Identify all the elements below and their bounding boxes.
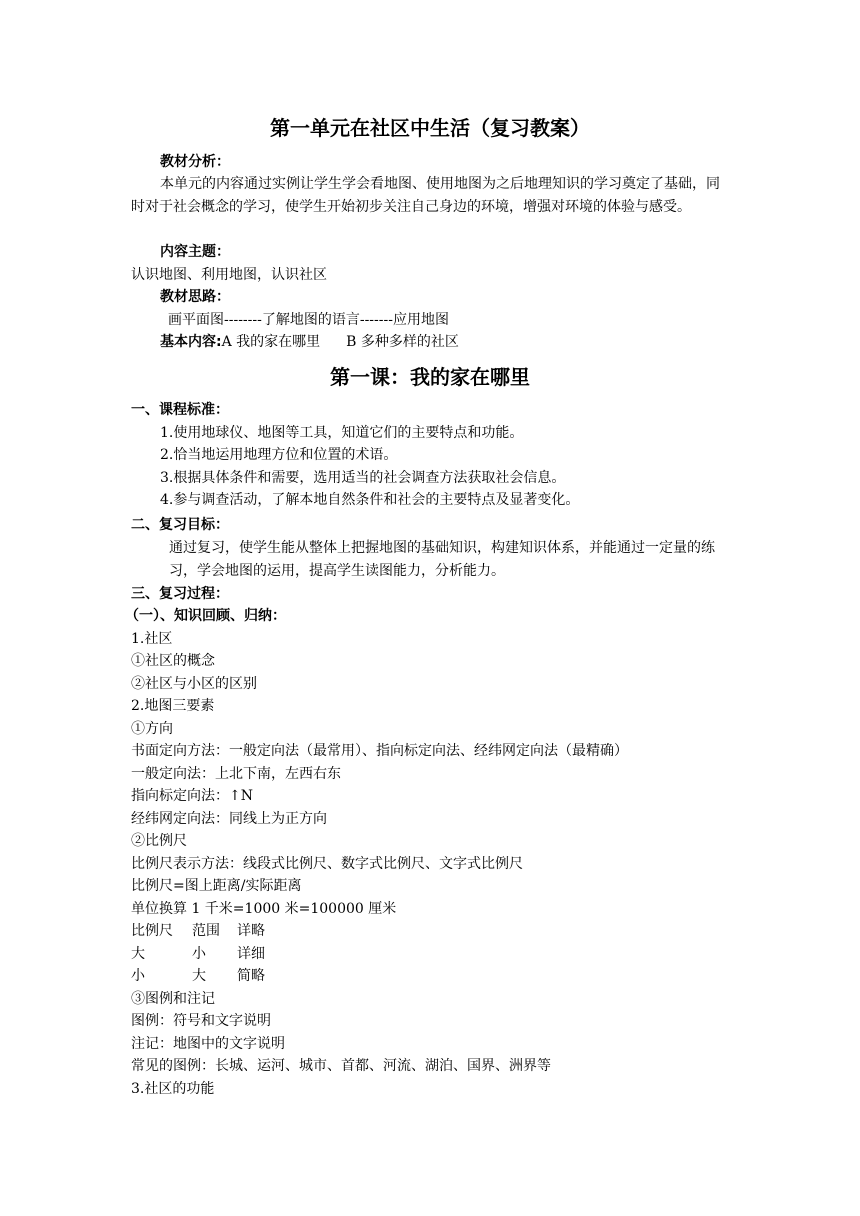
review-line: 比例尺表示方法：线段式比例尺、数字式比例尺、文字式比例尺 bbox=[131, 856, 523, 872]
review-line: 单位换算 1 千米=1000 米=100000 厘米 bbox=[131, 901, 397, 917]
basic-content-line bbox=[160, 331, 459, 353]
lesson-title: 第一课：我的家在哪里 bbox=[330, 365, 530, 389]
review-line: 指向标定向法：↑N bbox=[131, 788, 253, 804]
review-line: 书面定向方法：一般定向法（最常用）、指向标定向法、经纬网定向法（最精确） bbox=[131, 743, 628, 759]
scale-table-cell: 小 bbox=[192, 946, 206, 962]
section3-heading: 三、复习过程： bbox=[131, 586, 229, 602]
review-line: ①方向 bbox=[131, 721, 173, 737]
scale-table-header-row bbox=[131, 920, 265, 942]
review-line: ②比例尺 bbox=[131, 833, 187, 849]
basic-b: B 多种多样的社区 bbox=[346, 334, 459, 350]
standard-item: 4.参与调查活动，了解本地自然条件和社会的主要特点及显著变化。 bbox=[160, 492, 580, 508]
review-line: ③图例和注记 bbox=[131, 991, 215, 1007]
standard-item: 3.根据具体条件和需要，选用适当的社会调查方法获取社会信息。 bbox=[160, 470, 566, 486]
scale-table-cell: 大 bbox=[192, 968, 206, 984]
document-title: 第一单元在社区中生活（复习教案） bbox=[270, 116, 590, 140]
theme-heading: 内容主题： bbox=[160, 244, 230, 260]
scale-table-cell: 大 bbox=[131, 946, 145, 962]
review-line: 常见的图例：长城、运河、城市、首都、河流、湖泊、国界、洲界等 bbox=[131, 1058, 551, 1074]
scale-table-header: 范围 bbox=[192, 923, 220, 939]
review-line: ②社区与小区的区别 bbox=[131, 676, 257, 692]
scale-table-row bbox=[131, 965, 265, 987]
goal-paragraph: 通过复习，使学生能从整体上把握地图的基础知识，构建知识体系，并能通过一定量的练习，学会地图的运用，提高学生读图能力，分析能力。 bbox=[169, 540, 715, 579]
approach-text: 画平面图--------了解地图的语言-------应用地图 bbox=[168, 312, 449, 328]
scale-table-cell: 小 bbox=[131, 968, 145, 984]
review-line: 1.社区 bbox=[131, 631, 173, 647]
section1-heading: 一、课程标准： bbox=[131, 402, 229, 418]
review-line: 2.地图三要素 bbox=[131, 698, 215, 714]
scale-table-header: 比例尺 bbox=[131, 923, 173, 939]
theme-text: 认识地图、利用地图，认识社区 bbox=[131, 267, 327, 283]
basic-a: A 我的家在哪里 bbox=[221, 334, 321, 350]
analysis-paragraph: 本单元的内容通过实例让学生学会看地图、使用地图为之后地理知识的学习奠定了基础，同时对于社会概念的学习，使学生开始初步关注自己身边的环境，增强对环境的体验与感受。 bbox=[131, 176, 720, 215]
review-line: ①社区的概念 bbox=[131, 653, 215, 669]
approach-heading: 教材思路： bbox=[160, 289, 230, 305]
review-line: 注记：地图中的文字说明 bbox=[131, 1036, 285, 1052]
review-line: 3.社区的功能 bbox=[131, 1081, 215, 1097]
review-line: 比例尺=图上距离/实际距离 bbox=[131, 878, 302, 894]
standard-item: 2.恰当地运用地理方位和位置的术语。 bbox=[160, 447, 398, 463]
subsection-heading: （一）、知识回顾、归纳： bbox=[125, 608, 286, 624]
review-line: 图例：符号和文字说明 bbox=[131, 1013, 271, 1029]
scale-table-header: 详略 bbox=[237, 923, 265, 939]
scale-table-row bbox=[131, 943, 265, 965]
basic-heading: 基本内容: bbox=[160, 334, 222, 350]
scale-table-cell: 详细 bbox=[237, 946, 265, 962]
section2-heading: 二、复习目标： bbox=[131, 517, 229, 533]
scale-table-cell: 简略 bbox=[237, 968, 265, 984]
review-line: 经纬网定向法：同线上为正方向 bbox=[131, 811, 327, 827]
review-line: 一般定向法：上北下南，左西右东 bbox=[131, 766, 341, 782]
standard-item: 1.使用地球仪、地图等工具，知道它们的主要特点和功能。 bbox=[160, 425, 524, 441]
analysis-heading: 教材分析： bbox=[160, 154, 230, 170]
